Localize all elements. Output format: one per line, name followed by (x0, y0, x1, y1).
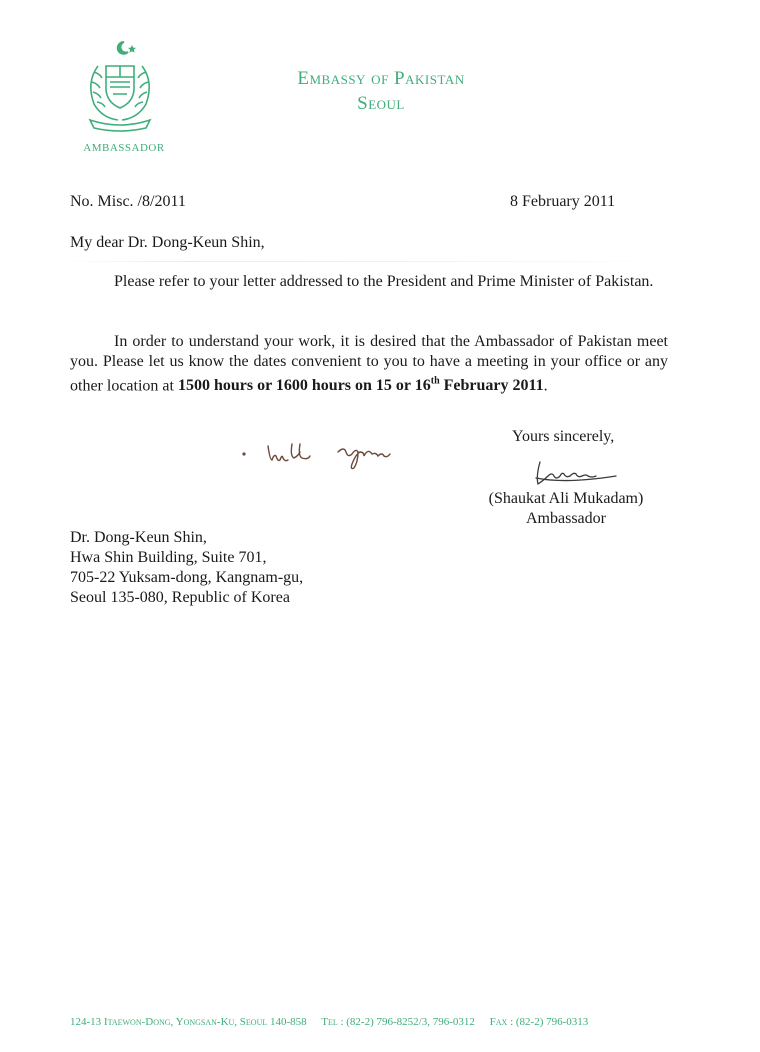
address-line: Hwa Shin Building, Suite 701, (70, 549, 267, 566)
meeting-times: 1500 hours or 1600 hours on 15 or 16th February 2011 (177, 376, 544, 395)
address-line: 705-22 Yuksam-dong, Kangnam-gu, (70, 569, 304, 586)
footer-fax: Fax : (82-2) 796-0313 (489, 1016, 589, 1028)
salutation: My dear Dr. Dong-Keun Shin, (70, 234, 265, 251)
footer-tel: Tel : (82-2) 796-8252/3, 796-0312 (321, 1016, 475, 1028)
paragraph-2: In order to understand your work, it is desired that the Ambassador of Pakistan meet you. Please let us know the dates convenient to you to have a meeting in your office or any other location at 1500 hours or 1600 hours on 15 or 16th February 2011. (70, 333, 668, 395)
recipient-address (70, 528, 303, 608)
footer-address: 124-13 Itaewon-Dong, Yongsan-Ku, Seoul 140-858 (70, 1016, 307, 1028)
signer-block (484, 489, 648, 529)
paragraph-1: Please refer to your letter addressed to the President and Prime Minister of Pakistan. (114, 273, 654, 290)
handwritten-note (240, 440, 420, 476)
letterhead-title (268, 66, 494, 116)
closing: Yours sincerely, (512, 428, 615, 445)
state-emblem-icon (80, 36, 160, 136)
letterhead-footer (70, 1016, 690, 1028)
emblem-caption: AMBASSADOR (83, 142, 165, 154)
signer-name: (Shaukat Ali Mukadam) (488, 490, 644, 507)
letter-date: 8 February 2011 (510, 193, 616, 210)
reference-number: No. Misc. /8/2011 (70, 193, 186, 210)
signer-title: Ambassador (526, 510, 606, 527)
paragraph-2-text: In order to understand your work, it is desired that the Ambassador of Pakistan meet you. Please let us know the dates convenient to you to have a meeting in your office or any other location at (70, 333, 668, 395)
address-line: Dr. Dong-Keun Shin, (70, 529, 207, 546)
scan-artifact-line (60, 261, 680, 262)
embassy-city: Seoul (357, 93, 405, 114)
embassy-name: Embassy of Pakistan (297, 68, 465, 89)
address-line: Seoul 135-080, Republic of Korea (70, 589, 290, 606)
